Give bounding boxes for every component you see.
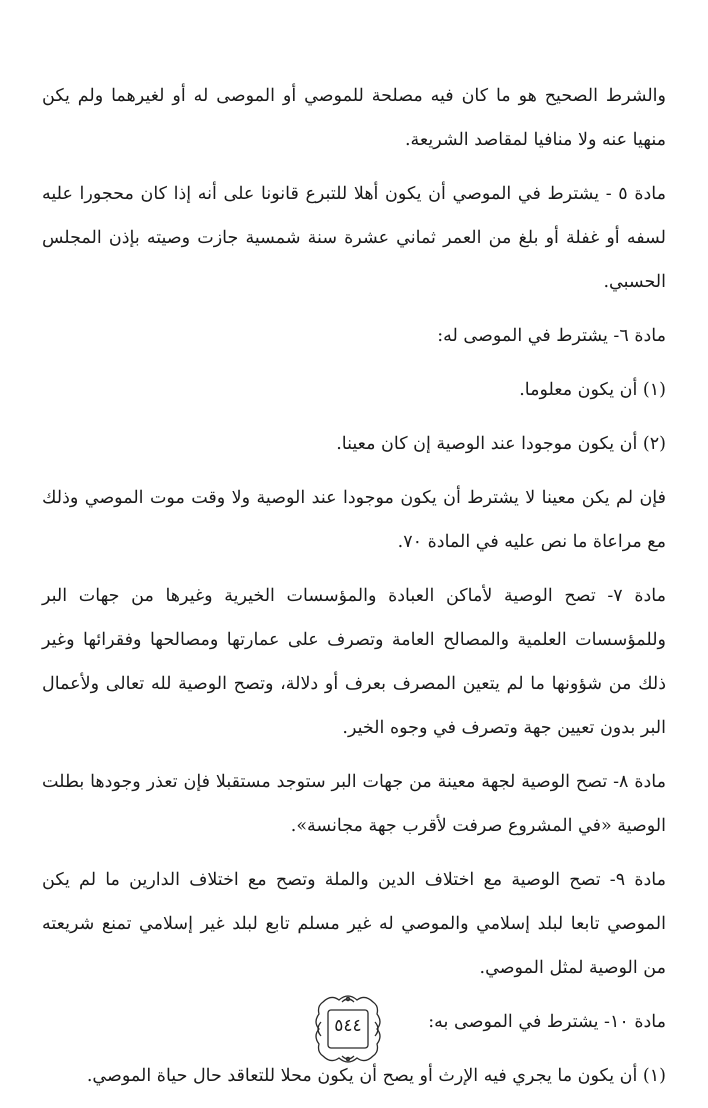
page-number: ٥٤٤ (334, 1016, 362, 1036)
paragraph-article-10-item-1: (١) أن يكون ما يجري فيه الإرث أو يصح أن يكون محلا للتعاقد حال حياة الموصي. (86, 1066, 666, 1086)
paragraph-article-5: مادة ٥ - يشترط في الموصي أن يكون أهلا للتبرع قانونا على أنه إذا كان محجورا عليه لسفه أو غفلة أو بلغ من العمر ثماني عشرة سنة شمسية جازت وصيته بإذن المجلس الحسبي. (42, 184, 666, 292)
page-number-frame (309, 992, 387, 1066)
paragraph-article-6-item-1: (١) أن يكون معلوما. (519, 380, 666, 400)
paragraph-article-7: مادة ٧- تصح الوصية لأماكن العبادة والمؤسسات الخيرية وغيرها من جهات البر وللمؤسسات العلمية والمصالح العامة وتصرف على عمارتها ومصالحها وفقرائها وغير ذلك من شؤونها ما لم يتعين المصرف بعرف أو دلالة، وتصح الوصية لله تعالى ولأعمال البر بدون تعيين جهة وتصرف في وجوه الخير. (42, 586, 667, 738)
paragraph-valid-condition: والشرط الصحيح هو ما كان فيه مصلحة للموصي أو الموصى له أو لغيرهما ولم يكن منهيا عنه ولا منافيا لمقاصد الشريعة. (42, 86, 666, 150)
paragraph-article-6-item-2: (٢) أن يكون موجودا عند الوصية إن كان معينا. (336, 434, 666, 454)
document-body (42, 74, 666, 1108)
paragraph-article-6: مادة ٦- يشترط في الموصى له: (437, 326, 666, 346)
paragraph-article-8: مادة ٨- تصح الوصية لجهة معينة من جهات البر ستوجد مستقبلا فإن تعذر وجودها بطلت الوصية «في المشروع صرفت لأقرب جهة مجانسة». (42, 772, 666, 836)
paragraph-article-9: مادة ٩- تصح الوصية مع اختلاف الدين والملة وتصح مع اختلاف الدارين ما لم يكن الموصي تابعا لبلد إسلامي والموصي له غير مسلم تابع لبلد غير إسلامي تمنع شريعته من الوصية لمثل الموصي. (42, 870, 666, 978)
paragraph-article-10: مادة ١٠- يشترط في الموصى به: (428, 1012, 666, 1032)
paragraph-unspecified-beneficiary: فإن لم يكن معينا لا يشترط أن يكون موجودا عند الوصية ولا وقت موت الموصي وذلك مع مراعاة ما نص عليه في المادة ٧٠. (42, 488, 666, 552)
